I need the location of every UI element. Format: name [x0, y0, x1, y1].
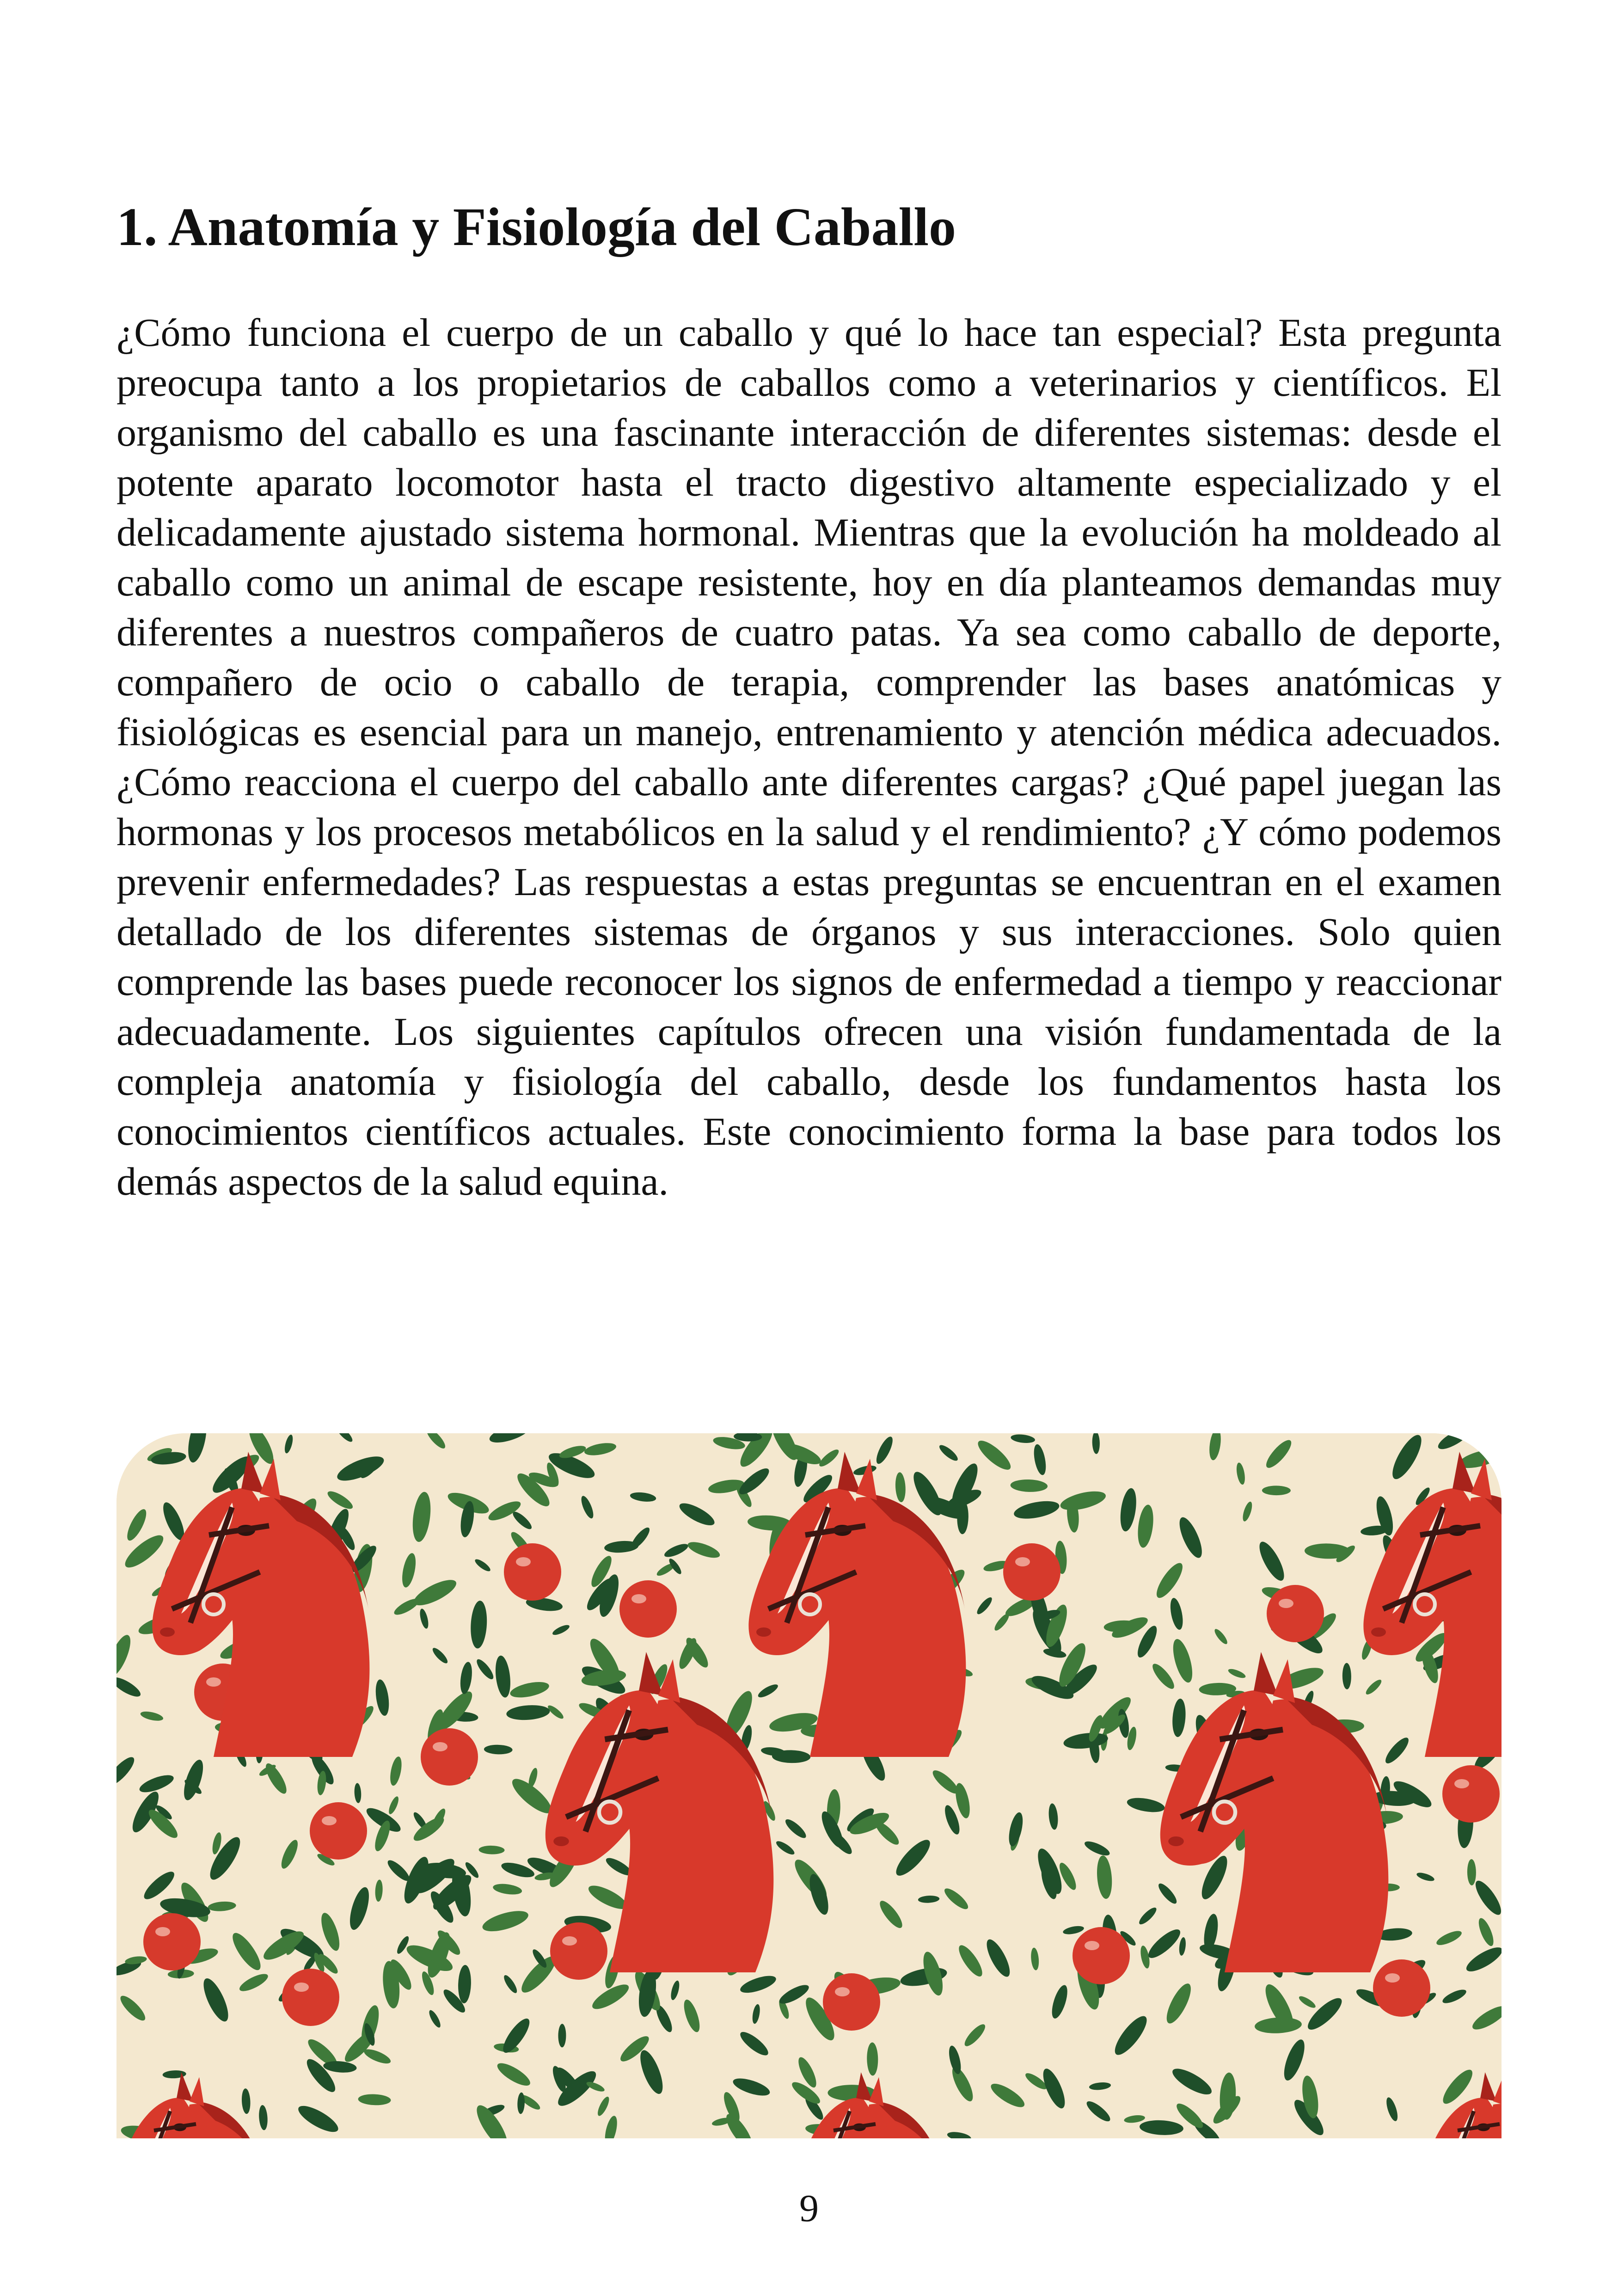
leaf [1486, 1437, 1502, 1449]
apple [1073, 1927, 1130, 1984]
apple [310, 1802, 367, 1860]
apple [1373, 1959, 1430, 2017]
apple [504, 1543, 561, 1601]
apple [619, 1580, 677, 1638]
apple [1003, 1543, 1060, 1601]
apple [282, 1969, 339, 2026]
apple [550, 1922, 607, 1980]
apple [1442, 1765, 1500, 1823]
page-number: 9 [799, 2187, 819, 2230]
apple [1267, 1585, 1324, 1642]
horse-pattern-icon [116, 1433, 1502, 2138]
apple [823, 1973, 880, 2031]
body-paragraph: ¿Cómo funciona el cuerpo de un caballo y qué lo hace tan especial? Esta pregunta preocupa tanto a los propietarios de caballos como a veterinarios y científicos. El organismo del caballo es una fascinante interacción de diferentes sistemas: desde el potente aparato locomotor hasta el tracto digestivo altamente especializado y el delicadamente ajustado sistema hormonal. Mientras que la evolución ha moldeado al caballo como un animal de escape resistente, hoy en día planteamos demandas muy diferentes a nuestros compañeros de cuatro patas. Ya sea como caballo de deporte, compañero de ocio o caballo de terapia, comprender las bases anatómicas y fisiológicas es esencial para un manejo, entrenamiento y atención médica adecuados. ¿Cómo reacciona el cuerpo del caballo ante diferentes cargas? ¿Qué papel juegan las hormonas y los procesos metabólicos en la salud y el rendimiento? ¿Y cómo podemos prevenir enfermedades? Las respuestas a estas preguntas se encuentran en el examen detallado de los diferentes sistemas de órganos y sus interacciones. Solo quien comprende las bases puede reconocer los signos de enfermedad a tiempo y reaccionar adecuadamente. Los siguientes capítulos ofrecen una visión fundamentada de la compleja anatomía y fisiología del caballo, desde los fundamentos hasta los conocimientos científicos actuales. Este conocimiento forma la base para todos los demás aspectos de la salud equina. [116, 310, 1502, 1203]
horse-pattern-illustration [116, 1433, 1502, 2138]
apple [143, 1913, 201, 1971]
chapter-title: 1. Anatomía y Fisiología del Caballo [116, 196, 956, 257]
apple [421, 1728, 478, 1786]
